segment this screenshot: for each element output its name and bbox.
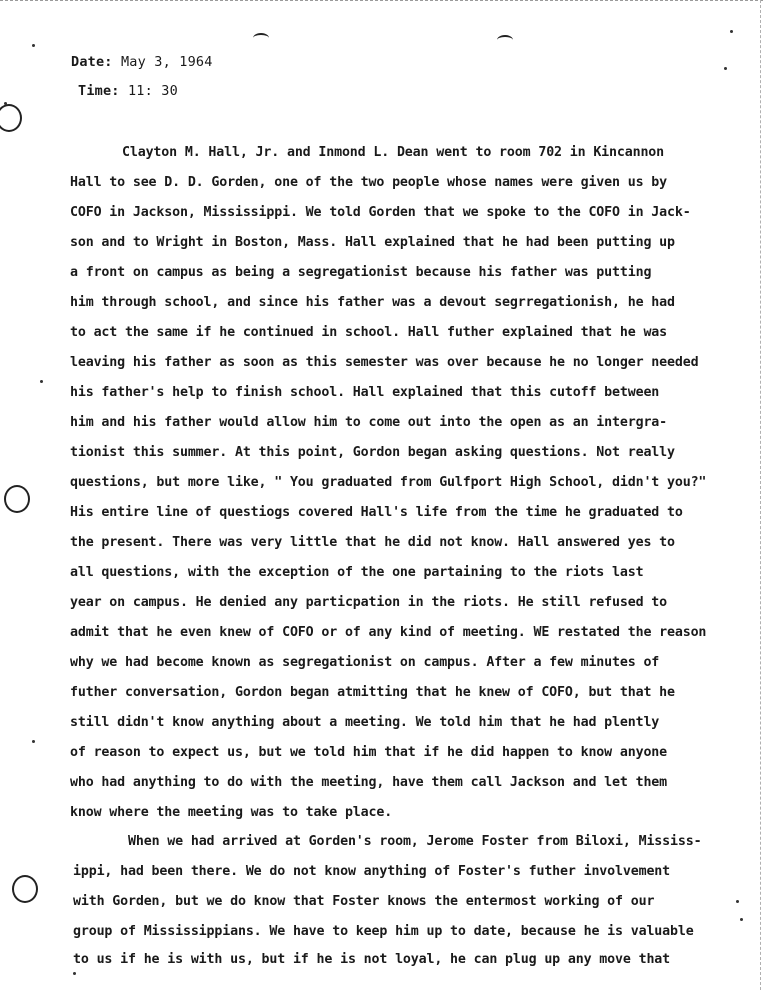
body-line: who had anything to do with the meeting, have them call Jackson and let them	[70, 775, 668, 790]
body-line: leaving his father as soon as this semester was over because he no longer needed	[70, 355, 699, 370]
scan-mark-right-icon	[497, 35, 513, 45]
time-label: Time:	[78, 83, 120, 99]
body-line: of reason to expect us, but we told him that if he did happen to know anyone	[70, 745, 668, 760]
body-line: why we had become known as segregationist on campus. After a few minutes of	[70, 655, 660, 670]
body-line: futher conversation, Gordon began atmitting that he knew of COFO, but that he	[70, 685, 675, 700]
ink-speck	[32, 740, 35, 743]
perforation-top-edge	[0, 0, 763, 1]
ink-speck	[730, 30, 733, 33]
ink-speck	[40, 380, 43, 383]
scan-mark-left-icon	[253, 33, 269, 43]
date-label: Date:	[71, 54, 113, 70]
body-line: When we had arrived at Gorden's room, Jerome Foster from Biloxi, Mississ-	[128, 834, 702, 849]
time-value: 11: 30	[127, 83, 178, 99]
ink-speck	[724, 67, 727, 70]
body-line: COFO in Jackson, Mississippi. We told Gorden that we spoke to the COFO in Jack-	[70, 205, 691, 220]
punch-hole-top-icon	[0, 104, 22, 132]
punch-hole-middle-icon	[4, 485, 30, 513]
body-line: all questions, with the exception of the one partaining to the riots last	[70, 565, 644, 580]
body-line: ippi, had been there. We do not know anything of Foster's futher involvement	[73, 864, 671, 879]
ink-speck	[4, 102, 7, 105]
body-line: him through school, and since his father was a devout segrregationish, he had	[70, 295, 675, 310]
ink-speck	[736, 900, 739, 903]
body-line: admit that he even knew of COFO or of any kind of meeting. WE restated the reason	[70, 625, 707, 640]
body-line: His entire line of questiogs covered Hall's life from the time he graduated to	[70, 505, 683, 520]
body-line: know where the meeting was to take place.	[70, 805, 393, 820]
body-line: with Gorden, but we do know that Foster knows the entermost working of our	[73, 894, 655, 909]
time-line	[78, 83, 178, 99]
body-line: the present. There was very little that he did not know. Hall answered yes to	[70, 535, 675, 550]
body-line: to us if he is with us, but if he is not loyal, he can plug up any move that	[73, 952, 671, 967]
body-line: questions, but more like, " You graduated from Gulfport High School, didn't you?"	[70, 475, 707, 490]
ink-speck	[73, 972, 76, 975]
date-value: May 3, 1964	[120, 54, 213, 70]
body-line: son and to Wright in Boston, Mass. Hall explained that he had been putting up	[70, 235, 675, 250]
body-line: Hall to see D. D. Gorden, one of the two people whose names were given us by	[70, 175, 668, 190]
perforation-right-edge	[760, 0, 761, 990]
date-line	[71, 54, 213, 70]
ink-speck	[32, 44, 35, 47]
body-line: him and his father would allow him to come out into the open as an intergra-	[70, 415, 668, 430]
body-line: to act the same if he continued in school. Hall futher explained that he was	[70, 325, 668, 340]
body-line: group of Mississippians. We have to keep him up to date, because he is valuable	[73, 924, 694, 939]
ink-speck	[740, 918, 743, 921]
punch-hole-bottom-icon	[12, 875, 38, 903]
body-line: year on campus. He denied any particpation in the riots. He still refused to	[70, 595, 668, 610]
body-line: still didn't know anything about a meeting. We told him that he had plently	[70, 715, 660, 730]
body-line: a front on campus as being a segregationist because his father was putting	[70, 265, 652, 280]
body-line: Clayton M. Hall, Jr. and Inmond L. Dean went to room 702 in Kincannon	[122, 145, 665, 160]
body-line: tionist this summer. At this point, Gordon began asking questions. Not really	[70, 445, 675, 460]
body-line: his father's help to finish school. Hall explained that this cutoff between	[70, 385, 660, 400]
